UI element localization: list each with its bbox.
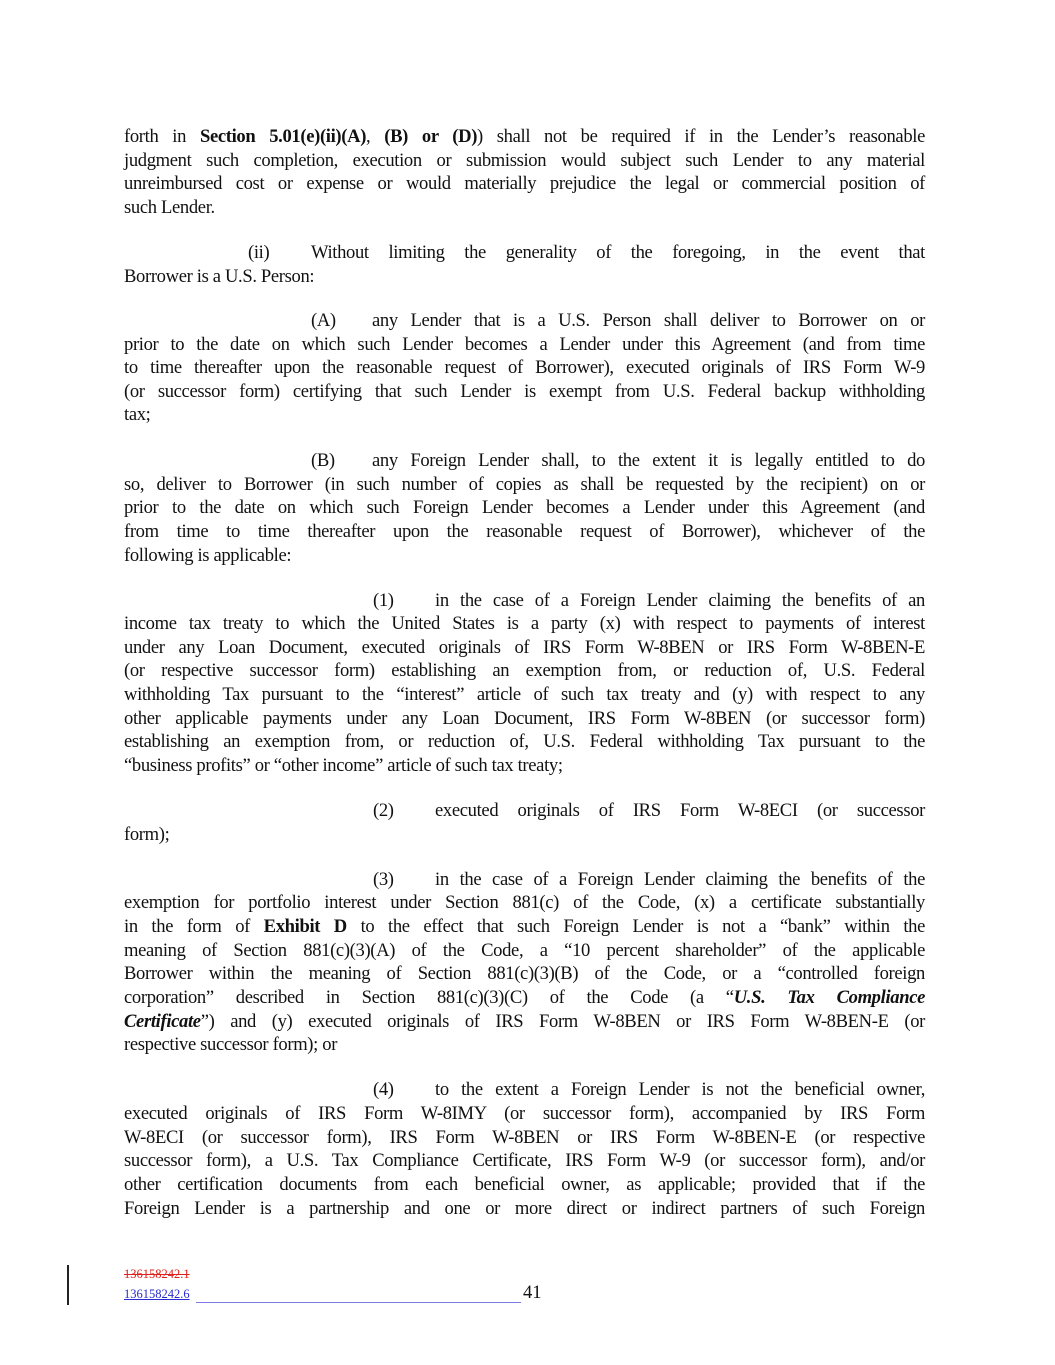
paragraph-line: so, deliver to Borrower (in such number of copies as shall be requested by the recipient) on or	[124, 474, 925, 495]
paragraph-line: executed originals of IRS Form W-8ECI (or successor	[435, 800, 925, 821]
footer-underline	[196, 1302, 521, 1303]
paragraph-line: exemption for portfolio interest under Section 881(c) of the Code, (x) a certificate substantially	[124, 892, 925, 913]
paragraph-line: in the case of a Foreign Lender claiming the benefits of an	[435, 590, 925, 611]
paragraph-line: prior to the date on which such Lender becomes a Lender under this Agreement (and from time	[124, 334, 925, 355]
paragraph-line: tax;	[124, 404, 151, 425]
paragraph-line: (or successor form) certifying that such Lender is exempt from U.S. Federal backup withholding	[124, 381, 925, 402]
paragraph-line	[124, 915, 925, 939]
paragraph-line: W-8ECI (or successor form), IRS Form W-8BEN or IRS Form W-8BEN-E (or respective	[124, 1127, 925, 1148]
paragraph-line: from time to time thereafter upon the reasonable request of Borrower), whichever of the	[124, 521, 925, 542]
paragraph-line: judgment such completion, execution or submission would subject such Lender to any material	[124, 150, 925, 171]
paragraph-line: other applicable payments under any Loan Document, IRS Form W-8BEN (or successor form)	[124, 708, 925, 729]
text: to the effect that such Foreign Lender is not a “bank” within the	[346, 916, 926, 937]
paragraph-line: under any Loan Document, executed originals of IRS Form W-8BEN or IRS Form W-8BEN-E	[124, 637, 925, 658]
paragraph-line: establishing an exemption from, or reduction of, U.S. Federal withholding Tax pursuant to the	[124, 731, 925, 752]
clause-label-ii: (ii)	[248, 242, 270, 263]
paragraph-line: executed originals of IRS Form W-8IMY (or successor form), accompanied by IRS Form	[124, 1103, 925, 1124]
paragraph-line	[124, 986, 925, 1010]
paragraph-line: form);	[124, 824, 170, 845]
paragraph-line: (or respective successor form) establishing an exemption from, or reduction of, U.S. Federal	[124, 660, 925, 681]
paragraph-line	[124, 125, 925, 149]
defined-term: Certificate	[124, 1011, 201, 1032]
text: forth in	[124, 126, 200, 147]
paragraph-line: “business profits” or “other income” article of such tax treaty;	[124, 755, 563, 776]
clause-label-2: (2)	[373, 800, 394, 821]
text: ) shall not be required if in the Lender’s reasonable	[477, 126, 926, 147]
paragraph-line: respective successor form); or	[124, 1034, 338, 1055]
paragraph-line: other certification documents from each beneficial owner, as applicable; provided that if the	[124, 1174, 925, 1195]
section-reference: (B) or (D)	[384, 126, 478, 147]
clause-label-4: (4)	[373, 1079, 394, 1100]
section-reference: Section 5.01(e)(ii)(A)	[199, 126, 367, 147]
text: ”) and (y) executed originals of IRS Form W-8BEN or IRS Form W-8BEN-E (or	[200, 1011, 925, 1032]
paragraph-line: withholding Tax pursuant to the “interest” article of such tax treaty and (y) with respect to any	[124, 684, 925, 705]
paragraph-line: any Lender that is a U.S. Person shall deliver to Borrower on or	[372, 310, 925, 331]
paragraph-line: any Foreign Lender shall, to the extent it is legally entitled to do	[372, 450, 925, 471]
paragraph-line: successor form), a U.S. Tax Compliance Certificate, IRS Form W-9 (or successor form), and/or	[124, 1150, 925, 1171]
clause-label-1: (1)	[373, 590, 394, 611]
paragraph-line: to time thereafter upon the reasonable request of Borrower), executed originals of IRS Form W-9	[124, 357, 925, 378]
text: ,	[366, 126, 385, 147]
change-bar	[67, 1265, 69, 1305]
paragraph-line: to the extent a Foreign Lender is not the beneficial owner,	[435, 1079, 925, 1100]
paragraph-line: Foreign Lender is a partnership and one or more direct or indirect partners of such Foreign	[124, 1198, 925, 1219]
paragraph-line: such Lender.	[124, 197, 215, 218]
clause-label-B: (B)	[311, 450, 335, 471]
paragraph-line: Borrower is a U.S. Person:	[124, 266, 315, 287]
paragraph-line: prior to the date on which such Foreign Lender becomes a Lender under this Agreement (and	[124, 497, 925, 518]
paragraph-line: Borrower within the meaning of Section 881(c)(3)(B) of the Code, or a “controlled foreign	[124, 963, 925, 984]
text: corporation” described in Section 881(c)(3)(C) of the Code (a “	[124, 987, 734, 1008]
paragraph-line: income tax treaty to which the United States is a party (x) with respect to payments of interest	[124, 613, 925, 634]
text: in the form of	[124, 916, 264, 937]
footer-doc-id-deleted: 136158242.1	[124, 1267, 190, 1281]
page-number: 41	[523, 1282, 542, 1303]
paragraph-line	[124, 1010, 925, 1034]
paragraph-line: meaning of Section 881(c)(3)(A) of the Code, a “10 percent shareholder” of the applicable	[124, 940, 925, 961]
paragraph-line: unreimbursed cost or expense or would materially prejudice the legal or commercial position of	[124, 173, 925, 194]
clause-label-A: (A)	[311, 310, 336, 331]
paragraph-line: following is applicable:	[124, 545, 292, 566]
footer-doc-id-inserted: 136158242.6	[124, 1287, 190, 1301]
paragraph-line: in the case of a Foreign Lender claiming the benefits of the	[435, 869, 925, 890]
paragraph-line: Without limiting the generality of the foregoing, in the event that	[311, 242, 925, 263]
clause-label-3: (3)	[373, 869, 394, 890]
defined-term: U.S. Tax Compliance	[733, 987, 925, 1008]
exhibit-reference: Exhibit D	[263, 916, 347, 937]
